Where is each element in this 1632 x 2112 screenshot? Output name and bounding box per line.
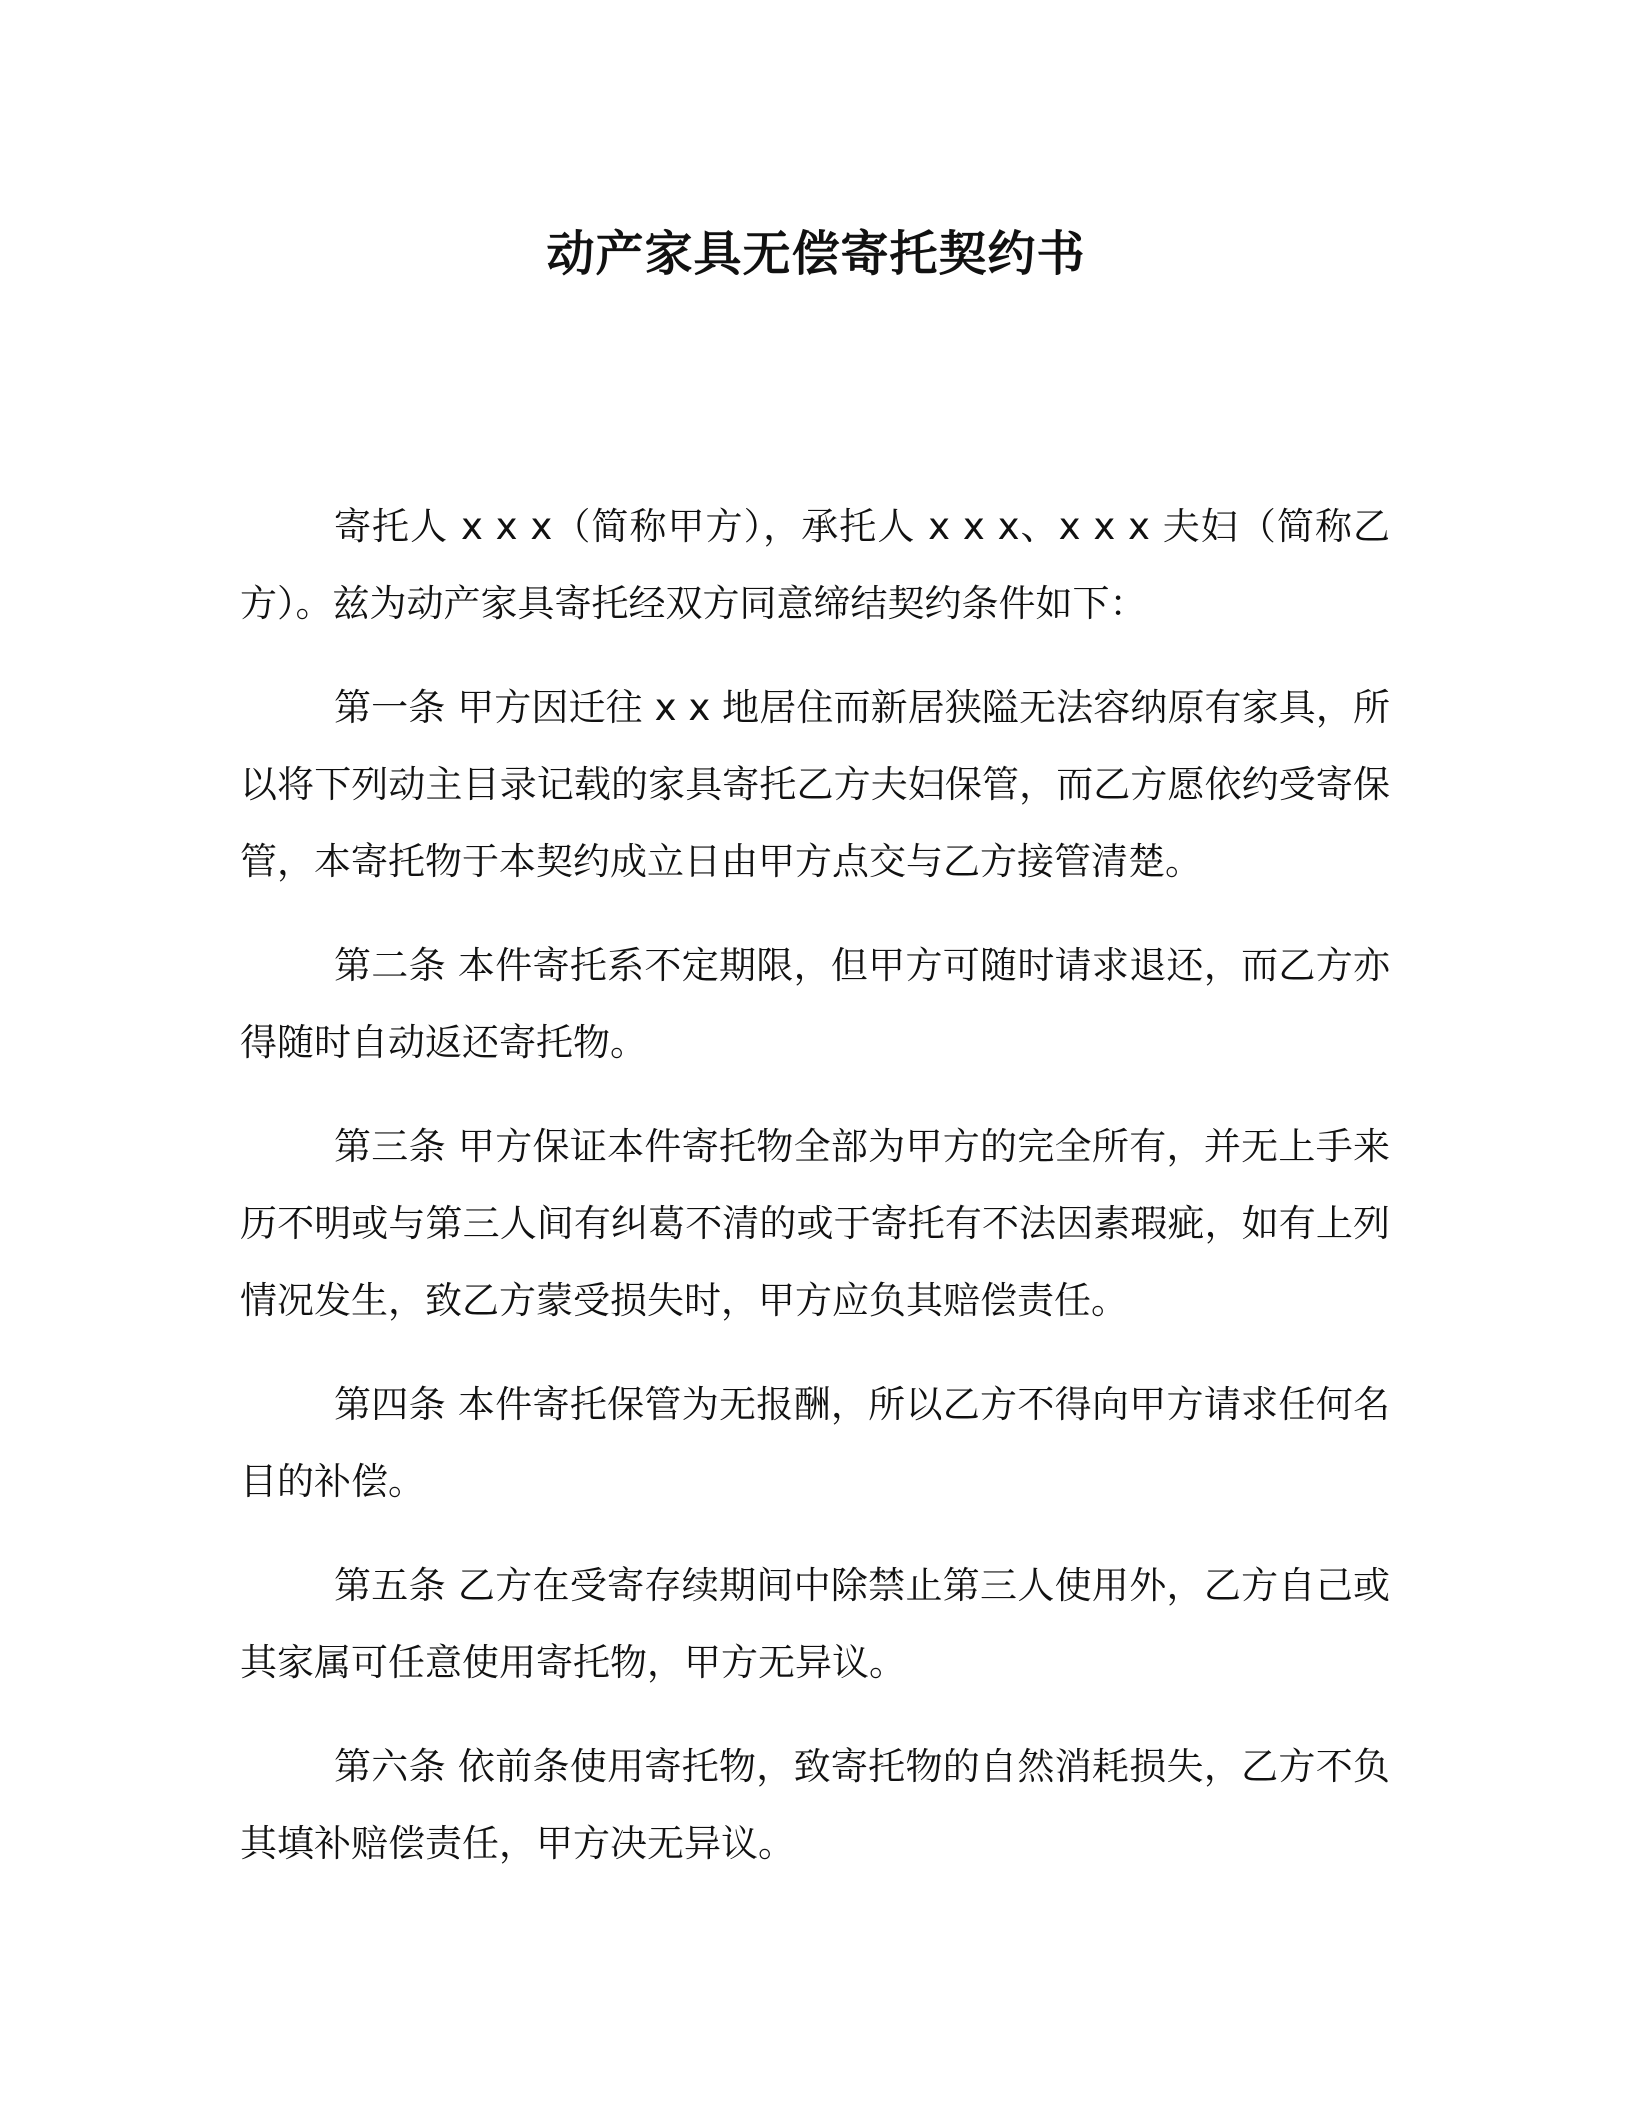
- paragraph-article-1: 第一条 甲方因迁往 x x 地居住而新居狭隘无法容纳原有家具，所以将下列动主目录记载的家具寄托乙方夫妇保管，而乙方愿依约受寄保管，本寄托物于本契约成立日由甲方点交与乙方接管清楚。: [240, 686, 1390, 883]
- paragraph-article-2: 第二条 本件寄托系不定期限，但甲方可随时请求退还，而乙方亦得随时自动返还寄托物。: [240, 944, 1390, 1064]
- paragraph-article-6: 第六条 依前条使用寄托物，致寄托物的自然消耗损失，乙方不负其填补赔偿责任，甲方决无异议。: [240, 1745, 1390, 1865]
- paragraph-article-5: 第五条 乙方在受寄存续期间中除禁止第三人使用外，乙方自己或其家属可任意使用寄托物，甲方无异议。: [240, 1564, 1390, 1684]
- document-body: [240, 488, 1390, 1909]
- paragraph-article-4: 第四条 本件寄托保管为无报酬，所以乙方不得向甲方请求任何名目的补偿。: [240, 1383, 1390, 1503]
- paragraph-article-3: 第三条 甲方保证本件寄托物全部为甲方的完全所有，并无上手来历不明或与第三人间有纠葛不清的或于寄托有不法因素瑕疵，如有上列情况发生，致乙方蒙受损失时，甲方应负其赔偿责任。: [240, 1125, 1390, 1322]
- document-title: 动产家具无偿寄托契约书: [546, 226, 1086, 282]
- paragraph-intro: 寄托人 x x x（简称甲方），承托人 x x x、x x x 夫妇（简称乙方）。兹为动产家具寄托经双方同意缔结契约条件如下：: [240, 505, 1390, 625]
